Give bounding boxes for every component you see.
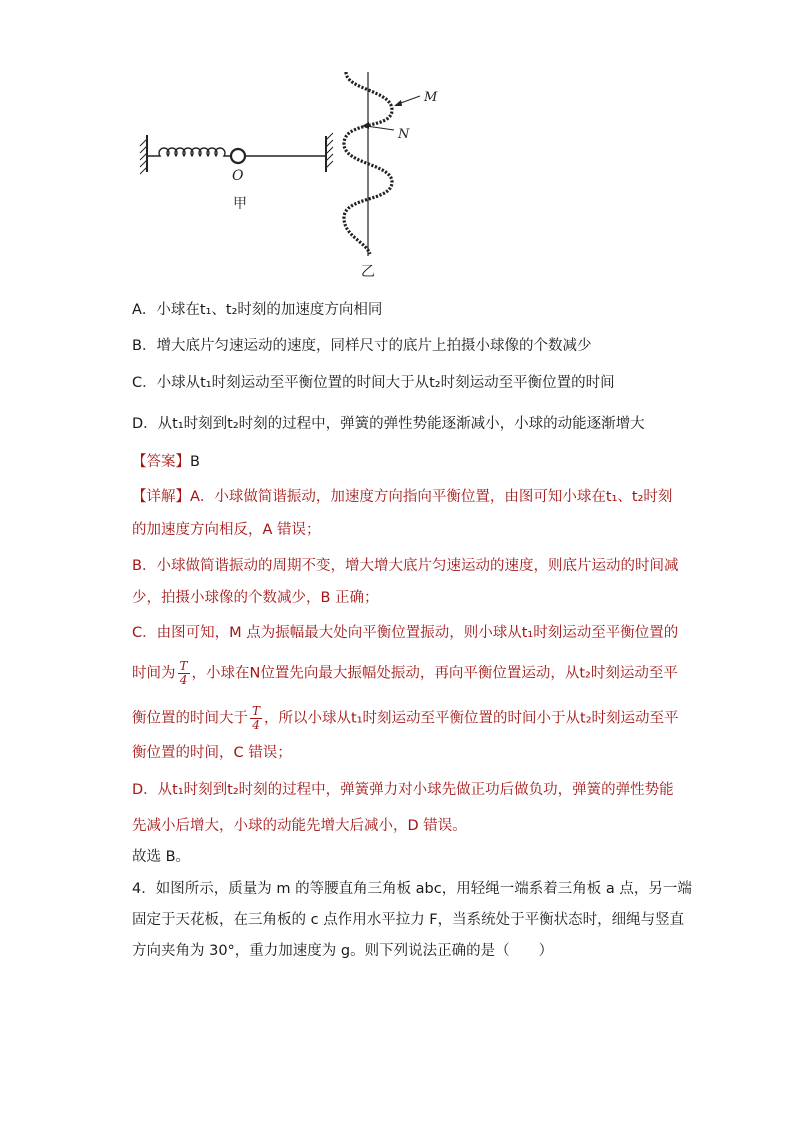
caption-yi: 乙: [361, 264, 375, 280]
fraction-t-over-4: [178, 660, 190, 687]
explanation-c1: C．由图可知，M 点为振幅最大处向平衡位置振动，则小球从t₁时刻运动至平衡位置的: [132, 625, 679, 641]
n-arrow-line: [366, 126, 394, 130]
right-wall-hatch: [326, 133, 333, 168]
m-arrow-head: [394, 100, 402, 106]
fraction-denominator-second: 4: [252, 718, 260, 732]
ball-o: [231, 149, 245, 163]
caption-jia: 甲: [233, 196, 247, 212]
fraction-numerator-second: T: [252, 704, 261, 718]
explanation-c3-post: ，所以小球从t₁时刻运动至平衡位置的时间小于从t₂时刻运动至平: [264, 710, 679, 727]
question4-line2: 固定于天花板，在三角板的 c 点作用水平拉力 F，当系统处于平衡状态时，细绳与竖直: [132, 912, 685, 928]
question4-line1: 4．如图所示，质量为 m 的等腰直角三角板 abc，用轻绳一端系着三角板 a 点，另一端: [132, 881, 692, 897]
explanation-b1: B．小球做简谐振动的周期不变，增大增大底片匀速运动的速度，则底片运动的时间减: [132, 558, 679, 574]
label-o: O: [232, 168, 244, 184]
option-d: D．从t₁时刻到t₂时刻的过程中，弹簧的弹性势能逐渐减小，小球的动能逐渐增大: [132, 416, 645, 432]
explanation-d2: 先减小后增大，小球的动能先增大后减小，D 错误。: [132, 818, 467, 834]
spring: [147, 148, 230, 156]
fraction-numerator: T: [179, 659, 188, 673]
oscillation-figure: [130, 60, 460, 280]
fraction-t-over-4-second: [250, 705, 262, 732]
explanation-c3: [132, 705, 679, 732]
label-n: N: [398, 127, 410, 142]
answer-line: [132, 451, 200, 473]
answer-value: B: [190, 454, 200, 470]
explanation-a1: A．小球做简谐振动，加速度方向指向平衡位置，由图可知小球在t₁、t₂时刻: [190, 489, 673, 505]
explanation-c2-post: ，小球在N位置先向最大振幅处振动，再向平衡位置运动，从t₂时刻运动至平: [191, 665, 678, 682]
explanation-a-line1: [132, 486, 672, 508]
answer-label: 【答案】: [132, 454, 190, 470]
option-c: C．小球从t₁时刻运动至平衡位置的时间大于从t₂时刻运动至平衡位置的时间: [132, 375, 615, 391]
label-m: M: [424, 90, 438, 105]
explanation-c4: 衡位置的时间，C 错误；: [132, 745, 292, 761]
fraction-denominator: 4: [179, 673, 188, 687]
option-b: B．增大底片匀速运动的速度，同样尺寸的底片上拍摄小球像的个数减少: [132, 338, 592, 354]
explanation-c2: [132, 660, 678, 687]
option-a: A．小球在t₁、t₂时刻的加速度方向相同: [132, 302, 383, 318]
explanation-b2: 少，拍摄小球像的个数减少，B 正确；: [132, 590, 379, 606]
explanation-c2-pre: 时间为: [132, 665, 176, 682]
explanation-a2: 的加速度方向相反，A 错误；: [132, 522, 321, 538]
explanation-d1: D．从t₁时刻到t₂时刻的过程中，弹簧弹力对小球先做正功后做负功，弹簧的弹性势能: [132, 782, 674, 798]
left-wall-hatch: [140, 139, 147, 174]
explanation-c3-pre: 衡位置的时间大于: [132, 710, 248, 727]
question4-line3: 方向夹角为 30°，重力加速度为 g。则下列说法正确的是（ ）: [132, 943, 554, 959]
explanation-label: 【详解】: [132, 489, 190, 505]
explanation-conclusion: 故选 B。: [132, 849, 191, 865]
